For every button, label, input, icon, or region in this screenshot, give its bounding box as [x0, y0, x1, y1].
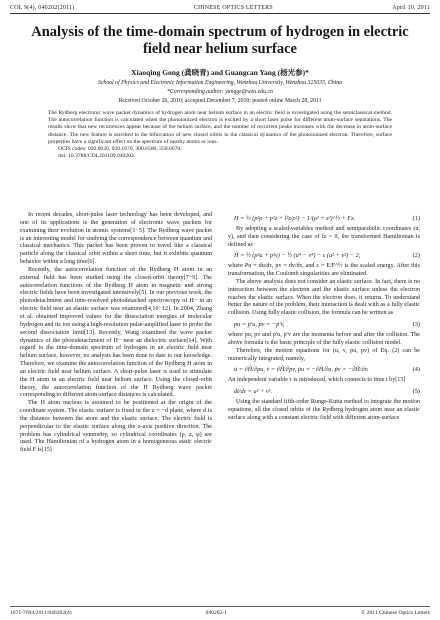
- runge-kutta-paragraph: Using the standard fifth-order Runge-Kutta method to integrate the motion equations, all the closed orbits of the Rydberg hydrogen atom near an elastic surface along with a constant electric field with different atom-surface: [228, 398, 420, 421]
- abstract-text: The Rydberg electronic wave packet dynamics of hydrogen atom near helium surface in an electric field is investigated using the semiclassical method. The autocorrelation function is calculated when the photoionized electron is excited by a short laser pulse for different atom-surface separations. The results show that new recurrences appear because of the helium surface, and the number of recurrent peaks increases with the decrease in atom-surface distance. The new feature is ascribed to the bifurcation of new closed orbits in the classical dynamics of the photoionized electron. Therefore, surface properties have a significant effect on the spectrum of nearby atoms or ions.: [48, 110, 392, 145]
- author-list: Xiaoqing Gong (龚晓青) and Guangcan Yang (杨光参)*: [131, 68, 309, 77]
- momenta-definition: where Pu = du/dτ, pv = dv/dτ, and ε = E/F^½ is the scaled energy. After this transformation, the Coulomb singularities are eliminated.: [228, 263, 420, 278]
- equation-1: H = ½ (p²ρ + p²z + l²z/ρ²) − 1/(ρ² + z²)^½ + Fz. (1): [234, 215, 420, 222]
- page-footer: [10, 606, 430, 616]
- footer-page-number: 040202-1: [205, 609, 228, 616]
- header-journal: CHINESE OPTICS LETTERS: [193, 4, 273, 11]
- ocis-codes: OCIS codes: 020.0020, 020.1670, 300.6500, 350.6670.: [58, 146, 182, 153]
- elastic-surface-paragraph: The above analysis does not consider an elastic surface. In fact, there is no interaction between the electron and the elastic surface unless the electron reaches the elastic surface. When the electron does, it returns. To understand better the nature of the problem, their interaction is dealt with as a fully elastic collision. Using fully elastic collision, the formula can be written as: [228, 278, 420, 317]
- model-paragraph: The H atom nucleus is assumed to be positioned at the origin of the coordinate system. The elastic surface is fixed in the z = −d plane, where d is the distance between the atom and the elastic surface. The electric field is perpendicular to the elastic surface along the z-axis positive direction. The problem has cylindrical symmetry, so cylindrical coordinates (ρ, z, φ) are used. The Hamiltonian of a hydrogen atom in a homogeneous static electric field F is[15]: [20, 400, 212, 454]
- corresponding-author: *Corresponding author: yangge@wzu.edu.cn: [167, 89, 273, 95]
- running-header: [10, 4, 430, 14]
- footer-copyright: © 2011 Chinese Optics Letters: [361, 609, 430, 616]
- doi: doi: 10.3788/COL201109.040202.: [58, 153, 136, 160]
- received-dates: Received October 26, 2010; accepted December 7, 2010; posted online March 28, 2011: [118, 98, 322, 104]
- paper-title: Analysis of the time-domain spectrum of hydrogen in electric field near helium surface: [31, 24, 409, 57]
- intro-paragraph-2: Recently, the autocorrelation function of the Rydberg H atom in an external field has been studied using the closed-orbit theory[7−9]. The autocorrelation functions of the Rydberg H atom in magnetic and strong electric fields have been investigated intensively[5]. In our previous work, the photodetachment and time-resolved photodetached spectroscopy of H− in an electric field near an elastic surface was examined[4,10−12]. In 2004, Zhang et al. obtained improved values for the dissociation energies of molecular hydrogen and its ion using a high-resolution pulse-amplified laser to probe the second dissociation limit[13]. Recently, Wang examined the wave packet dynamics of the photodetachment of H− near an dielectric surface[14]. With regard to the time-domain spectrum of hydrogen in an electric field near helium surface, however, no analysis has been done to date to our knowledge. Therefore, we examine the autocorrelation function of the Rydberg H atom in an electric field near helium surface. A short-pulse laser is used to stimulate the H atom in an electric field near helium surface. Using the closed-orbit theory, the autocorrelation function of the H Rydberg wave packet corresponding to different atom-surface distances is calculated.: [20, 266, 212, 399]
- footer-issn: 1671-7694/2011/040202(4): [10, 609, 72, 616]
- abstract: [48, 110, 392, 160]
- scaled-variables-paragraph: By adopting a scaled-variables method and semiparabolic coordinates (u, v), and then considering the case of lz = 0, the transformed Hamiltonian is defined as: [228, 225, 420, 248]
- equation-4: u̇ = ∂H̃/∂pu, v̇ = ∂H̃/∂pv, ṗu = −∂H̃/∂u, ṗv = −∂H̃/∂v. (4): [234, 366, 420, 374]
- motion-equations-intro: Therefore, the motion equations for (u, v, pu, pv) of Eq. (2) can be numerically integrated, namely,: [228, 347, 420, 362]
- collision-explanation: where pu, pv and p′u, p′v are the momenta before and after the collision. The above formula is the basic principle of the fully elastic collision model.: [228, 331, 420, 346]
- right-column: [228, 212, 420, 422]
- intro-paragraph-1: In recent decades, short-pulse laser technology has been developed, and one of its applications is the generation of electronic wave packets for examining their evolution in atomic systems[1−5]. The Rydberg wave packet is an interesting model for studying the correspondence between quantum and classical mechanics. This packet has been proven to travel like a classical particle along the classical orbit within a short time, but it exhibits quantum behavior within a long time[6].: [20, 212, 212, 266]
- left-column: [20, 212, 212, 455]
- affiliation: School of Physics and Electronic Information Engineering, Wenzhou University, Wenzhou 325035, China: [97, 80, 343, 86]
- equation-2: H̃ = ½ (p²u + p²v) − ½ (u⁴ − v⁴) − ε (u² + v²) − 2, (2): [234, 252, 420, 260]
- equation-5: dt/dτ = u² + v². (5): [234, 388, 420, 396]
- header-date: April 10, 2011: [392, 4, 430, 11]
- equation-3: pu = p′u, pv = −p′v, (3): [234, 321, 420, 329]
- independent-variable-paragraph: An independent variable τ is introduced, which connects to time t by[15]: [228, 377, 406, 384]
- header-volume: COL 9(4), 040202(2011): [10, 4, 75, 11]
